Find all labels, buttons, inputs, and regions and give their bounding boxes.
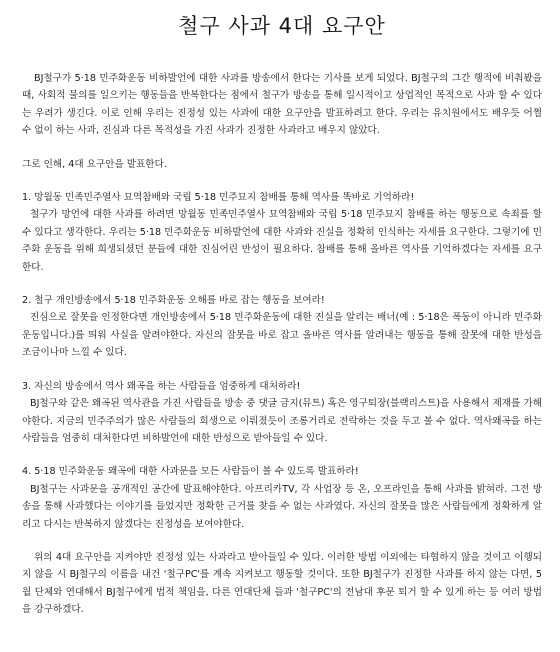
demand-1-body: 철구가 망언에 대한 사과를 하려면 망월동 민족민주열사 묘역참배와 국립 5·18 민주묘지 참배를 하는 행동으로 속죄를 할 수 있다고 생각한다. 우리는 5·18 민주화운동 비하발언에 대한 사과와 진실을 정확히 인식하는 자세를 요구한다. 그렇기에 민주화 운동을 위해 희생되셨던 분들에 대한 진심어린 반성이 필요하다. 참배를 통해 올바른 역사를 기억하겠다는 자세를 요구한다.: [22, 209, 542, 273]
demand-4-heading: 4. 5·18 민주화운동 왜곡에 대한 사과문을 모든 사람들이 볼 수 있도록 발표하라!: [22, 466, 359, 478]
demand-2-body: 진심으로 잘못을 인정한다면 개인방송에서 5·18 민주화운동에 대한 진실을 알리는 배너(예 : 5·18은 폭동이 아니라 민주화운동입니다.)를 띄워 사실을 알려야한다. 자신의 잘못을 바로 잡고 올바른 역사를 알려내는 행동을 통해 잘못에 대한 반성을 조금이나마 느낄 수 있다.: [22, 312, 542, 359]
demand-4-body: BJ철구는 사과문을 공개적인 공간에 발표해야한다. 아프리카TV, 각 사업장 등 온, 오프라인을 통해 사과를 밝혀라. 그전 방송을 통해 사과했다는 이야기를 들었지만 정확한 근거를 찾을 수 없는 사과였다. 자신의 잘못을 많은 사람들에게 정확하게 알리고 다시는 반복하지 않겠다는 진정성을 보여야한다.: [22, 483, 542, 530]
demand-2-heading: 2. 철구 개인방송에서 5·18 민주화운동 오해를 바로 잡는 행동을 보여라!: [22, 295, 325, 307]
demand-3-body: BJ철구와 같은 왜곡된 역사관을 가진 사람들을 방송 중 댓글 금지(뮤트) 혹은 영구퇴장(블랙리스트)을 사용해서 제재를 가해야한다. 지금의 민주주의가 많은 사람들의 희생으로 이뤄졌듯이 조롱거리로 전락하는 것을 두고 볼 수 없다. 역사왜곡을 하는 사람들을 엄중히 대처한다면 비하발언에 대한 반성으로 받아들일 수 있다.: [22, 398, 542, 444]
spacer: [22, 362, 542, 378]
spacer: [22, 447, 542, 463]
demand-1-heading: 1. 망월동 민족민주열사 묘역참배와 국립 5·18 민주묘지 참배를 통해 역사를 똑바로 기억하라!: [22, 192, 415, 204]
document-title: 철구 사과 4대 요구안: [178, 14, 386, 38]
announce-paragraph: 그로 인해, 4대 요구안을 발표한다.: [22, 158, 167, 170]
spacer: [22, 173, 542, 189]
spacer: [22, 140, 542, 156]
spacer: [22, 276, 542, 292]
conclusion-paragraph: 위의 4대 요구안을 지켜야만 진정성 있는 사과라고 받아들일 수 있다. 이러한 방법 이외에는 타협하지 않을 것이고 이행되지 않을 시 BJ철구의 이름을 내건 '철구PC'를 계속 지켜보고 행동할 것이다. 또한 BJ철구가 진정한 사과를 하지 않는 다면, 5월 단체와 연대해서 BJ철구에게 법적 책임을, 다른 연대단체 들과 '철구PC'의 전남대 후문 퇴거 할 수 있게 하는 등 여러 방법을 강구하겠다.: [22, 551, 542, 616]
intro-paragraph: BJ철구가 5·18 민주화운동 비하발언에 대한 사과를 방송에서 한다는 기사를 보게 되었다. BJ철구의 그간 행적에 비춰봤을 때, 사회적 물의를 일으키는 행동들을 반복한다는 점에서 철구가 방송을 통해 일시적이고 상업적인 목적으로 사과 할 수 있다는 우려가 생긴다. 이로 인해 우리는 진정성 있는 사과에 대한 요구안을 발표하려고 한다. 우리는 유치원에서도 배우듯 어쩔 수 없이 하는 사과, 진심과 다른 목적성을 가진 사과가 진정한 사과라고 배우지 않았다.: [22, 73, 542, 137]
demand-3-heading: 3. 자신의 방송에서 역사 왜곡을 하는 사람들을 엄중하게 대처하라!: [22, 380, 301, 392]
spacer: [22, 533, 542, 549]
document: [22, 0, 542, 619]
